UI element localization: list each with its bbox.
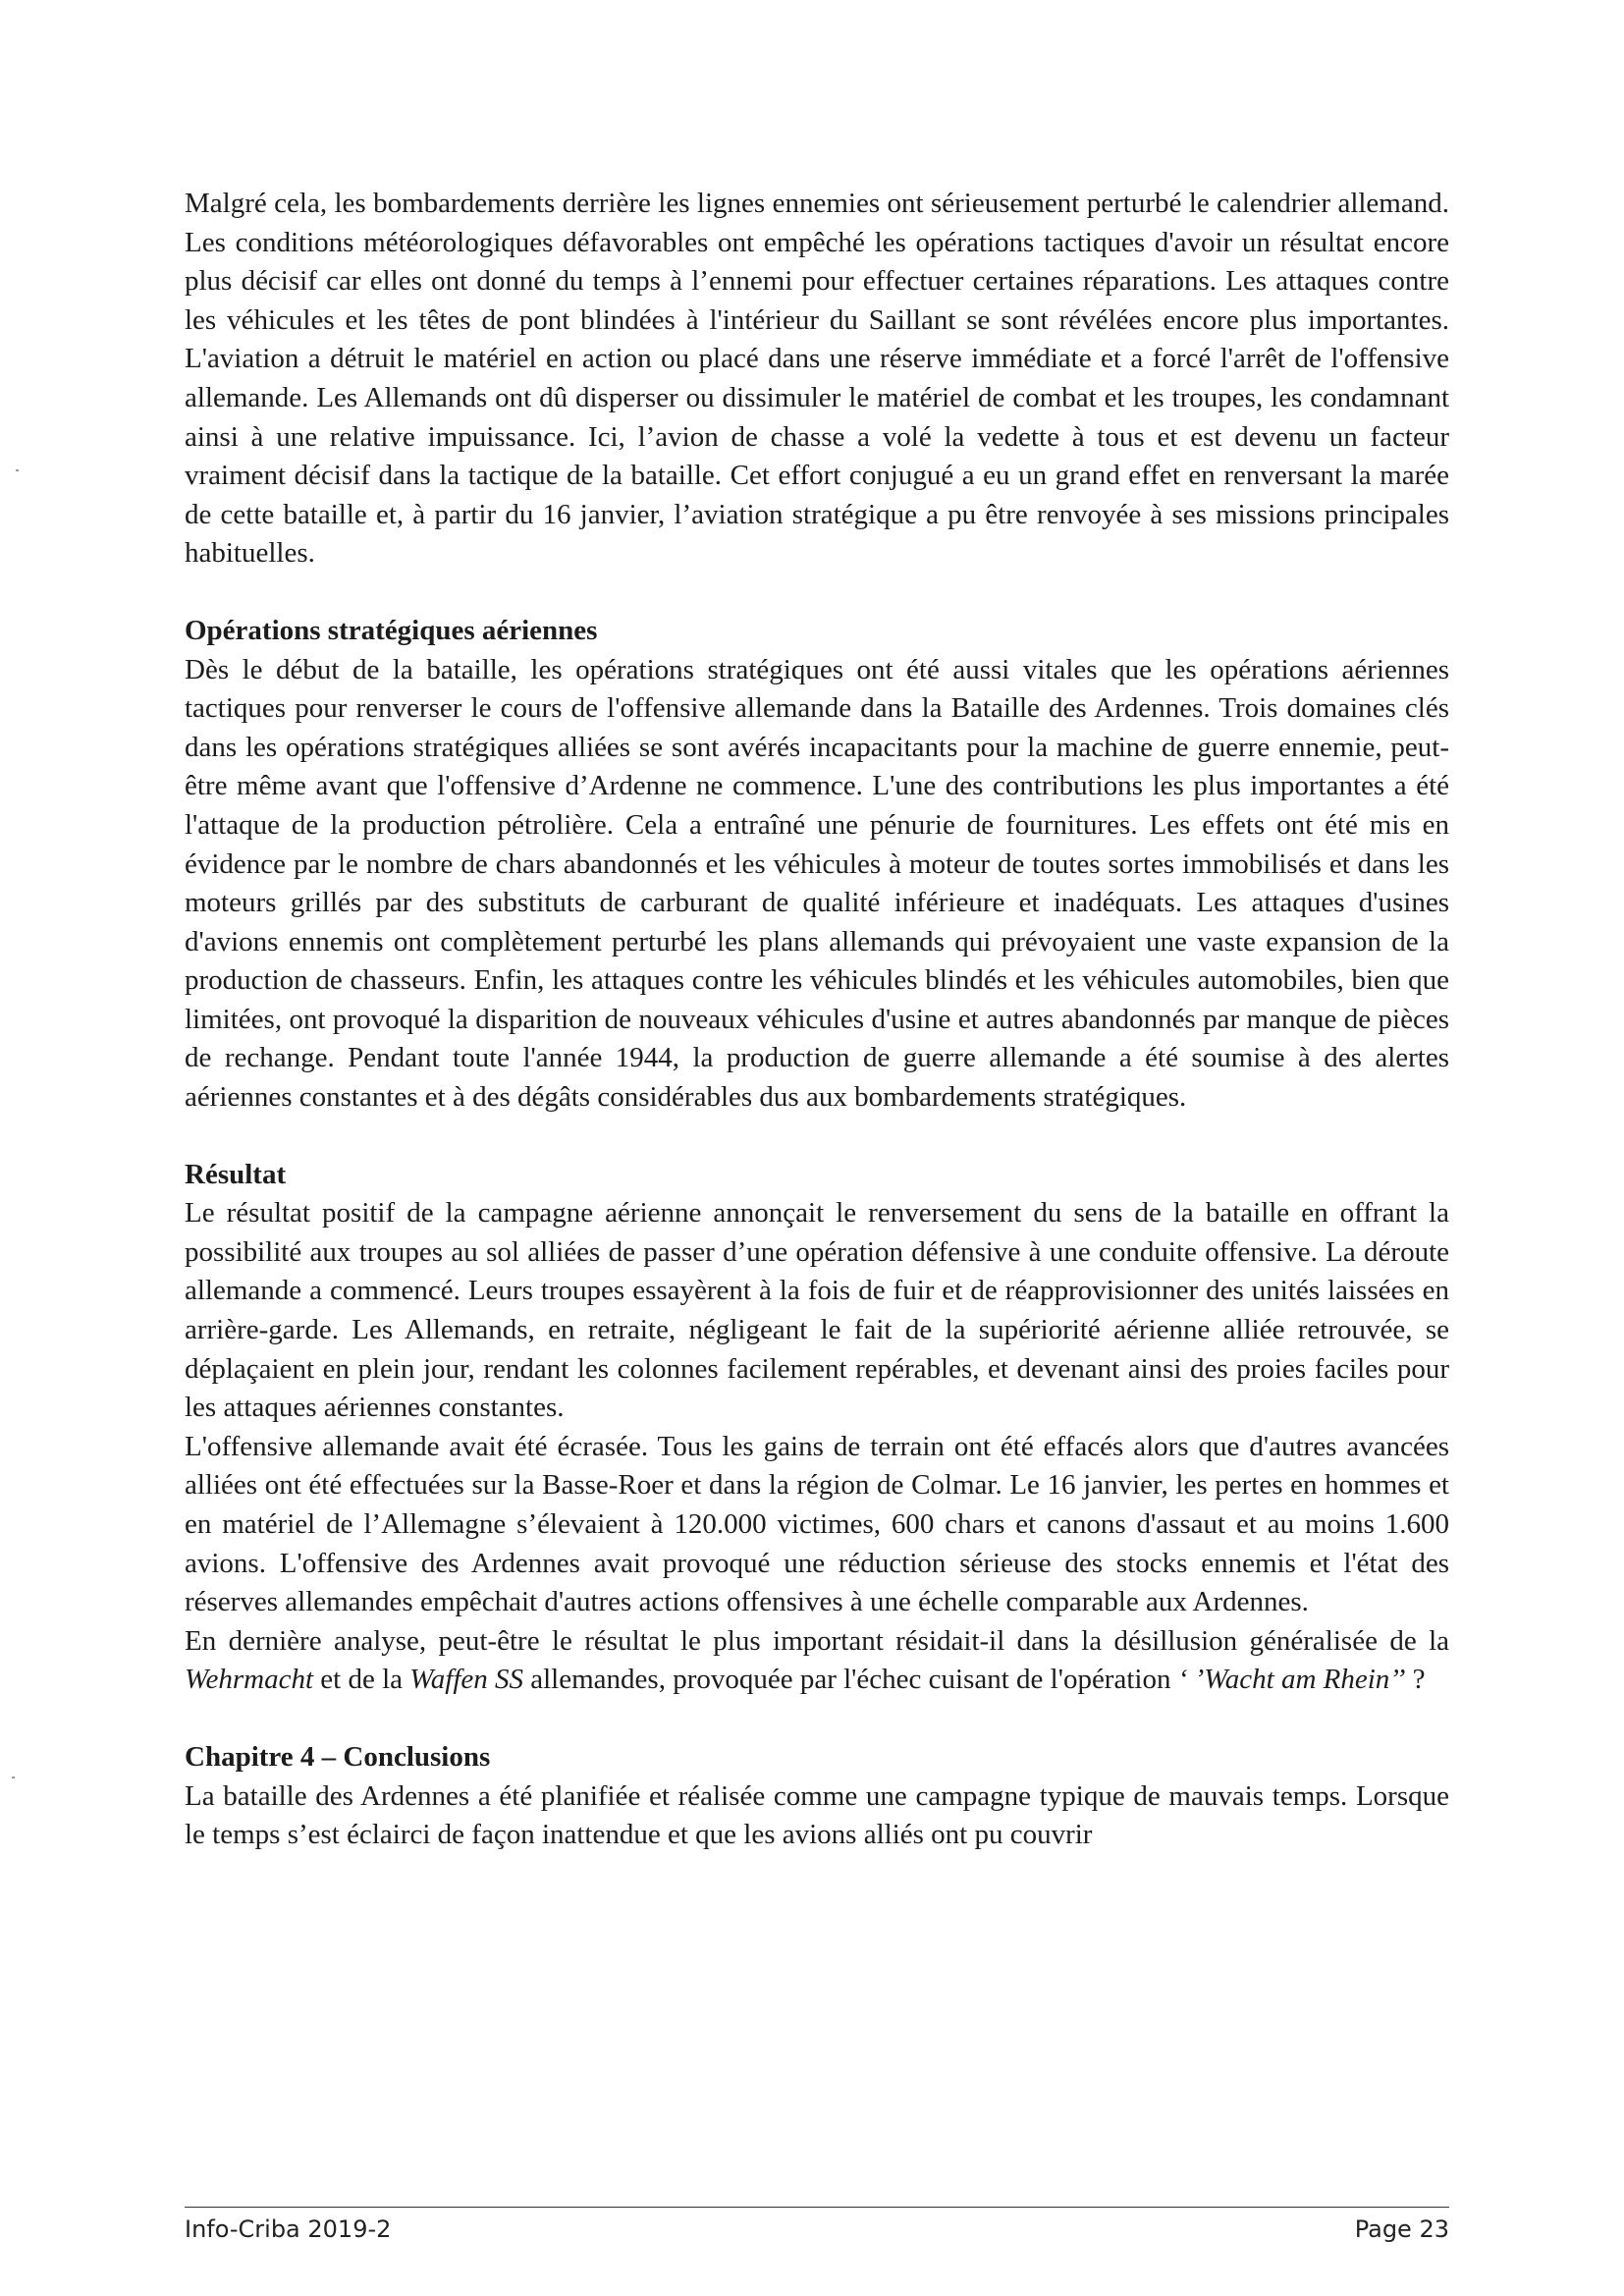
intro-paragraph: Malgré cela, les bombardements derrière les lignes ennemies ont sérieusement perturbé le calendrier allemand. Les conditions météorologiques défavorables ont empêché les opérations tactiques d'avoir un résultat encore plus décisif car elles ont donné du temps à l’ennemi pour effectuer certaines réparations. Les attaques contre les véhicules et les têtes de pont blindées à l'intérieur du Saillant se sont révélées encore plus importantes. L'aviation a détruit le matériel en action ou placé dans une réserve immédiate et a forcé l'arrêt de l'offensive allemande. Les Allemands ont dû disperser ou dissimuler le matériel de combat et les troupes, les condamnant ainsi à une relative impuissance. Ici, l’avion de chasse a volé la vedette à tous et est devenu un facteur vraiment décisif dans la tactique de la bataille. Cet effort conjugué a eu un grand effet en renversant la marée de cette bataille et, à partir du 16 janvier, l’aviation stratégique a pu être renvoyée à ses missions principales habituelles. — [185, 188, 1449, 570]
waffen-ss-term: Waffen SS — [409, 1664, 523, 1696]
text-run: ? — [1405, 1664, 1426, 1696]
strategic-paragraph: Dès le début de la bataille, les opérations stratégiques ont été aussi vitales que les opérations aériennes tactiques pour renverser le cours de l'offensive allemande dans la Bataille des Ardennes. Trois domaines clés dans les opérations stratégiques alliées se sont avérés incapacitants pour la machine de guerre ennemie, peut-être même avant que l'offensive d’Ardenne ne commence. L'une des contributions les plus importantes a été l'attaque de la production pétrolière. Cela a entraîné une pénurie de fournitures. Les effets ont été mis en évidence par le nombre de chars abandonnés et les véhicules à moteur de toutes sortes immobilisés et dans les moteurs grillés par des substituts de carburant de qualité inférieure et inadéquats. Les attaques d'usines d'avions ennemis ont complètement perturbé les plans allemands qui prévoyaient une vaste expansion de la production de chasseurs. Enfin, les attaques contre les véhicules blindés et les véhicules automobiles, bien que limitées, ont provoqué la disparition de nouveaux véhicules d'usine et autres abandonnés par manque de pièces de rechange. Pendant toute l'année 1944, la production de guerre allemande a été soumise à des alertes aériennes constantes et à des dégâts considérables dus aux bombardements stratégiques. — [185, 653, 1449, 1114]
scan-speck — [16, 469, 19, 471]
footer-publication: Info-Criba 2019-2 — [185, 2215, 392, 2243]
operation-name: ‘ ’Wacht am Rhein’’ — [1177, 1664, 1406, 1696]
section-heading-conclusions: Chapitre 4 – Conclusions — [185, 1740, 491, 1773]
wehrmacht-term: Wehrmacht — [185, 1664, 314, 1696]
result-paragraph-1: Le résultat positif de la campagne aérienne annonçait le renversement du sens de la bataille en offrant la possibilité aux troupes au sol alliées de passer d’une opération défensive à une conduite offensive. La déroute allemande a commencé. Leurs troupes essayèrent à la fois de fuir et de réapprovisionner des unités laissées en arrière-garde. Les Allemands, en retraite, négligeant le fait de la supériorité aérienne alliée retrouvée, se déplaçaient en plein jour, rendant les colonnes facilement repérables, et devenant ainsi des proies faciles pour les attaques aériennes constantes. — [185, 1197, 1449, 1424]
page-footer — [185, 2215, 1449, 2243]
section-heading-result: Résultat — [185, 1158, 287, 1190]
conclusions-paragraph: La bataille des Ardennes a été planifiée et réalisée comme une campagne typique de mauvais temps. Lorsque le temps s’est éclairci de façon inattendue et que les avions alliés ont pu couvrir — [185, 1779, 1449, 1851]
text-run: En dernière analyse, peut-être le résultat le plus important résidait-il dans la désillusion généralisée de la — [185, 1624, 1449, 1657]
text-run: et de la — [313, 1664, 410, 1696]
footer-divider — [185, 2207, 1449, 2208]
document-body — [185, 185, 1449, 1855]
scan-speck — [12, 1777, 15, 1778]
section-heading-strategic: Opérations stratégiques aériennes — [185, 614, 598, 646]
result-paragraph-2: L'offensive allemande avait été écrasée. Tous les gains de terrain ont été effacés alors que d'autres avancées alliées ont été effectuées sur la Basse-Roer et dans la région de Colmar. Le 16 janvier, les pertes en hommes et en matériel de l’Allemagne s’élevaient à 120.000 victimes, 600 chars et canons d'assaut et au moins 1.600 avions. L'offensive des Ardennes avait provoqué une réduction sérieuse des stocks ennemis et l'état des réserves allemandes empêchait d'autres actions offensives à une échelle comparable aux Ardennes. — [185, 1430, 1449, 1618]
text-run: allemandes, provoquée par l'échec cuisant de l'opération — [523, 1664, 1178, 1696]
footer-page-number: Page 23 — [1354, 2215, 1449, 2243]
result-paragraph-3 — [185, 1622, 1449, 1700]
